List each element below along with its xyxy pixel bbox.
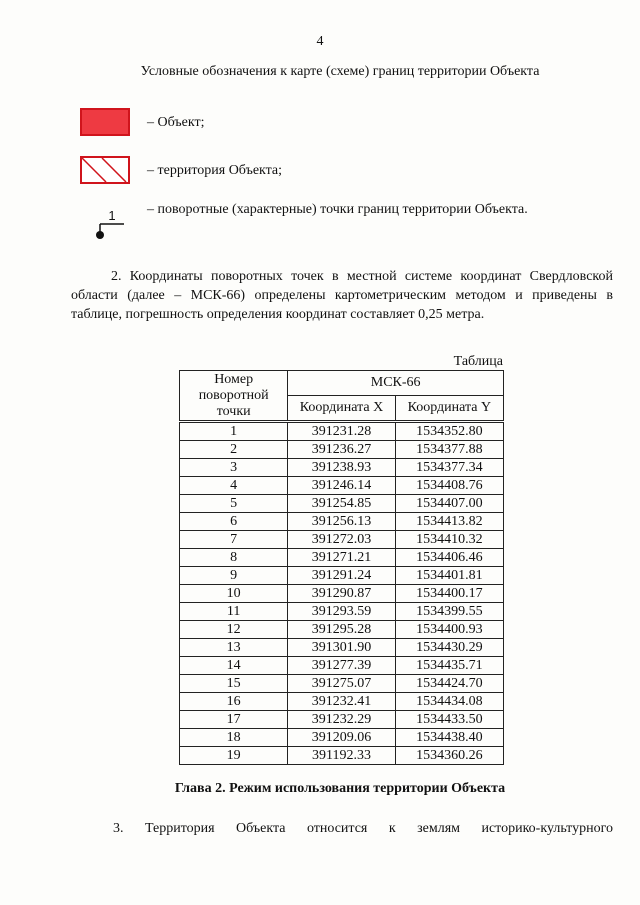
header-point-number: Номер поворотной точки bbox=[180, 371, 288, 422]
cell-coordinate-y: 1534407.00 bbox=[395, 495, 503, 513]
cell-coordinate-x: 391192.33 bbox=[288, 747, 395, 765]
cell-coordinate-x: 391254.85 bbox=[288, 495, 395, 513]
cell-coordinate-y: 1534399.55 bbox=[395, 603, 503, 621]
cell-coordinate-y: 1534408.76 bbox=[395, 477, 503, 495]
cell-coordinate-y: 1534430.29 bbox=[395, 639, 503, 657]
cell-coordinate-x: 391231.28 bbox=[288, 422, 395, 441]
object-legend-symbol bbox=[80, 108, 130, 136]
legend-item-object: – Объект; bbox=[147, 115, 205, 130]
legend-title: Условные обозначения к карте (схеме) границ территории Объекта bbox=[140, 64, 540, 79]
territory-legend-symbol bbox=[80, 156, 130, 184]
cell-point-number: 12 bbox=[180, 621, 288, 639]
cell-coordinate-x: 391295.28 bbox=[288, 621, 395, 639]
cell-coordinate-y: 1534352.80 bbox=[395, 422, 503, 441]
cell-coordinate-y: 1534377.34 bbox=[395, 459, 503, 477]
table-row bbox=[180, 513, 504, 531]
table-row bbox=[180, 585, 504, 603]
cell-coordinate-x: 391293.59 bbox=[288, 603, 395, 621]
cell-point-number: 16 bbox=[180, 693, 288, 711]
table-row bbox=[180, 603, 504, 621]
table-caption: Таблица bbox=[453, 354, 503, 369]
cell-coordinate-y: 1534401.81 bbox=[395, 567, 503, 585]
cell-coordinate-x: 391232.29 bbox=[288, 711, 395, 729]
table-row bbox=[180, 422, 504, 441]
table-row bbox=[180, 621, 504, 639]
table-row bbox=[180, 657, 504, 675]
cell-coordinate-y: 1534424.70 bbox=[395, 675, 503, 693]
cell-point-number: 8 bbox=[180, 549, 288, 567]
table-row bbox=[180, 549, 504, 567]
cell-coordinate-y: 1534435.71 bbox=[395, 657, 503, 675]
cell-coordinate-y: 1534410.32 bbox=[395, 531, 503, 549]
table-row bbox=[180, 441, 504, 459]
cell-coordinate-y: 1534377.88 bbox=[395, 441, 503, 459]
cell-point-number: 9 bbox=[180, 567, 288, 585]
cell-coordinate-y: 1534400.93 bbox=[395, 621, 503, 639]
table-row bbox=[180, 567, 504, 585]
legend-item-territory: – территория Объекта; bbox=[147, 163, 283, 178]
cell-coordinate-x: 391209.06 bbox=[288, 729, 395, 747]
turning-point-icon bbox=[90, 203, 130, 243]
cell-coordinate-x: 391232.41 bbox=[288, 693, 395, 711]
cell-coordinate-y: 1534360.26 bbox=[395, 747, 503, 765]
table-row bbox=[180, 639, 504, 657]
cell-point-number: 13 bbox=[180, 639, 288, 657]
cell-coordinate-y: 1534400.17 bbox=[395, 585, 503, 603]
table-row bbox=[180, 477, 504, 495]
cell-point-number: 19 bbox=[180, 747, 288, 765]
point-label: 1 bbox=[108, 208, 116, 223]
cell-point-number: 6 bbox=[180, 513, 288, 531]
cell-coordinate-x: 391301.90 bbox=[288, 639, 395, 657]
cell-point-number: 18 bbox=[180, 729, 288, 747]
table-row bbox=[180, 711, 504, 729]
cell-point-number: 2 bbox=[180, 441, 288, 459]
table-row bbox=[180, 747, 504, 765]
header-x: Координата X bbox=[288, 396, 395, 422]
cell-point-number: 7 bbox=[180, 531, 288, 549]
cell-coordinate-x: 391272.03 bbox=[288, 531, 395, 549]
cell-coordinate-y: 1534406.46 bbox=[395, 549, 503, 567]
table-row bbox=[180, 531, 504, 549]
cell-point-number: 1 bbox=[180, 422, 288, 441]
paragraph-coordinates: 2. Координаты поворотных точек в местной системе координат Свердловской области (далее – МСК-66) определены картометрическим методом и приведены в таблице, погрешность определения координат составляет 0,25 метра. bbox=[71, 269, 613, 322]
cell-coordinate-x: 391271.21 bbox=[288, 549, 395, 567]
cell-coordinate-x: 391275.07 bbox=[288, 675, 395, 693]
chapter-heading: Глава 2. Режим использования территории Объекта bbox=[174, 781, 506, 796]
cell-point-number: 17 bbox=[180, 711, 288, 729]
cell-coordinate-y: 1534434.08 bbox=[395, 693, 503, 711]
cell-coordinate-x: 391290.87 bbox=[288, 585, 395, 603]
cell-coordinate-x: 391256.13 bbox=[288, 513, 395, 531]
cell-point-number: 10 bbox=[180, 585, 288, 603]
table-row bbox=[180, 675, 504, 693]
cell-point-number: 14 bbox=[180, 657, 288, 675]
cell-coordinate-y: 1534413.82 bbox=[395, 513, 503, 531]
table-row bbox=[180, 729, 504, 747]
cell-coordinate-x: 391238.93 bbox=[288, 459, 395, 477]
table-row bbox=[180, 693, 504, 711]
cell-point-number: 15 bbox=[180, 675, 288, 693]
cell-point-number: 4 bbox=[180, 477, 288, 495]
page-number: 4 bbox=[316, 34, 324, 49]
cell-coordinate-x: 391277.39 bbox=[288, 657, 395, 675]
table-row bbox=[180, 459, 504, 477]
paragraph-land-category: 3. Территория Объекта относится к землям историко-культурного bbox=[113, 821, 613, 836]
header-coordinate-system: МСК-66 bbox=[288, 371, 504, 396]
cell-coordinate-y: 1534433.50 bbox=[395, 711, 503, 729]
coordinates-table bbox=[179, 370, 504, 765]
cell-coordinate-x: 391246.14 bbox=[288, 477, 395, 495]
header-y: Координата Y bbox=[395, 396, 503, 422]
cell-point-number: 3 bbox=[180, 459, 288, 477]
cell-coordinate-y: 1534438.40 bbox=[395, 729, 503, 747]
cell-coordinate-x: 391291.24 bbox=[288, 567, 395, 585]
cell-point-number: 5 bbox=[180, 495, 288, 513]
legend-item-points: – поворотные (характерные) точки границ территории Объекта. bbox=[147, 202, 528, 217]
cell-point-number: 11 bbox=[180, 603, 288, 621]
cell-coordinate-x: 391236.27 bbox=[288, 441, 395, 459]
table-row bbox=[180, 495, 504, 513]
